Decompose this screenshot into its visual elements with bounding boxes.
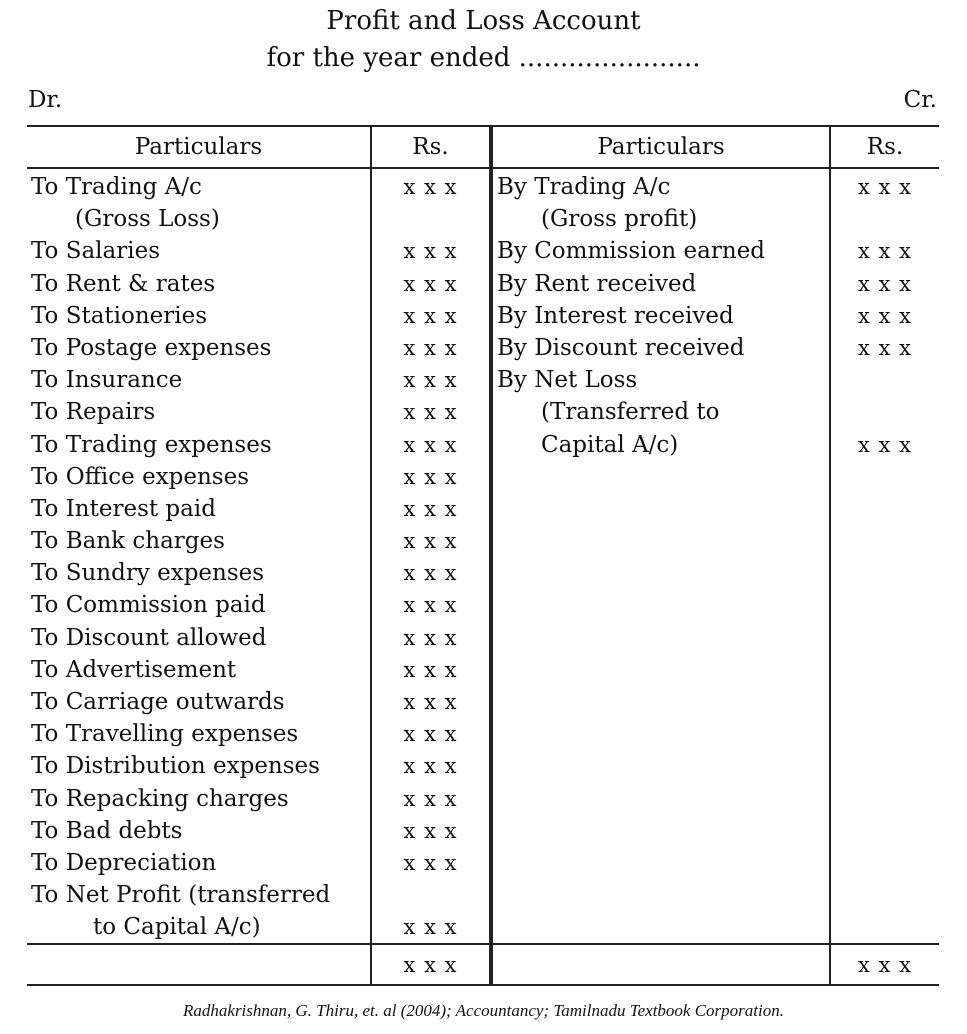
- debit-amount: x x x: [403, 400, 458, 425]
- debit-label: (Gross Loss): [75, 206, 220, 233]
- debit-row: [27, 815, 489, 847]
- debit-row: [27, 589, 489, 621]
- debit-row: [27, 235, 489, 267]
- debit-amount: x x x: [403, 464, 458, 489]
- credit-label: By Commission earned: [497, 238, 766, 265]
- debit-amount: x x x: [403, 271, 458, 296]
- credit-row: [493, 364, 939, 396]
- credit-amount: x x x: [858, 432, 912, 457]
- credit-entries: [493, 171, 939, 461]
- debit-row: [27, 911, 489, 943]
- credit-row: [493, 429, 939, 461]
- credit-row: [493, 396, 939, 428]
- debit-amount: x x x: [403, 593, 458, 618]
- credit-side-label: Cr.: [903, 87, 937, 113]
- credit-amount: x x x: [858, 175, 912, 199]
- debit-amount: x x x: [403, 657, 458, 682]
- credit-amount: x x x: [858, 271, 912, 296]
- debit-label: To Discount allowed: [31, 624, 267, 651]
- debit-label: To Repacking charges: [31, 785, 289, 812]
- debit-total: x x x: [403, 953, 458, 977]
- debit-amount: x x x: [403, 625, 458, 650]
- debit-row: [27, 300, 489, 332]
- debit-row: [27, 332, 489, 364]
- debit-row: [27, 557, 489, 589]
- header-debit-amount: Rs.: [412, 134, 449, 160]
- credit-label: By Discount received: [497, 334, 745, 361]
- debit-row: [27, 171, 489, 203]
- debit-label: To Trading A/c: [31, 174, 202, 200]
- debit-label: To Commission paid: [31, 592, 266, 619]
- debit-row: [27, 686, 489, 718]
- debit-label: To Bank charges: [31, 528, 225, 555]
- account-title: Profit and Loss Account: [326, 6, 641, 36]
- debit-row: [27, 396, 489, 428]
- debit-label: To Net Profit (transferred: [31, 882, 331, 909]
- credit-row: [493, 300, 939, 332]
- debit-amount: x x x: [403, 690, 458, 714]
- credit-row: [493, 203, 939, 235]
- debit-amount: x x x: [403, 496, 458, 521]
- credit-row: [493, 268, 939, 300]
- profit-loss-ledger: [27, 125, 939, 986]
- debit-label: To Advertisement: [31, 656, 237, 683]
- debit-amount: x x x: [403, 754, 458, 779]
- debit-label: To Trading expenses: [31, 431, 272, 458]
- debit-label: To Interest paid: [31, 495, 216, 522]
- credit-amount: x x x: [858, 303, 912, 328]
- credit-row: [493, 235, 939, 267]
- debit-row: [27, 203, 489, 235]
- credit-amount: x x x: [858, 335, 912, 360]
- debit-label: To Distribution expenses: [31, 753, 320, 780]
- credit-label: By Rent received: [497, 270, 697, 297]
- debit-amount: x x x: [403, 368, 458, 393]
- credit-label: By Trading A/c: [497, 174, 671, 200]
- debit-label: To Salaries: [31, 238, 161, 265]
- credit-label: By Interest received: [497, 302, 734, 329]
- debit-label: To Insurance: [31, 367, 183, 394]
- debit-amount: x x x: [403, 561, 458, 586]
- debit-row: [27, 879, 489, 911]
- debit-label: To Office expenses: [31, 463, 250, 490]
- account-period: for the year ended ......................: [266, 43, 701, 73]
- credit-row: [493, 171, 939, 203]
- credit-label: By Net Loss: [497, 367, 638, 394]
- debit-amount: x x x: [403, 915, 458, 940]
- debit-label: To Bad debts: [31, 817, 183, 844]
- credit-total: x x x: [858, 953, 912, 977]
- debit-amount: x x x: [403, 850, 458, 875]
- debit-row: [27, 461, 489, 493]
- header-credit-particulars: Particulars: [597, 134, 725, 160]
- credit-amount: x x x: [858, 239, 912, 264]
- debit-row: [27, 847, 489, 879]
- debit-row: [27, 493, 489, 525]
- debit-label: To Carriage outwards: [31, 689, 285, 715]
- debit-row: [27, 429, 489, 461]
- credit-label: (Gross profit): [541, 206, 698, 233]
- debit-label: To Sundry expenses: [31, 560, 265, 587]
- debit-amount: x x x: [403, 722, 458, 747]
- debit-row: [27, 364, 489, 396]
- debit-side-label: Dr.: [28, 87, 63, 113]
- header-rule: [27, 167, 939, 169]
- debit-row: [27, 525, 489, 557]
- debit-row: [27, 622, 489, 654]
- debit-amount: x x x: [403, 335, 458, 360]
- header-credit-amount: Rs.: [866, 134, 904, 160]
- credit-label: Capital A/c): [541, 431, 679, 458]
- header-debit-particulars: Particulars: [134, 134, 263, 160]
- debit-amount: x x x: [403, 786, 458, 811]
- debit-amount: x x x: [403, 175, 458, 199]
- debit-label: To Repairs: [31, 399, 156, 426]
- debit-amount: x x x: [403, 303, 458, 328]
- debit-row: [27, 783, 489, 815]
- debit-amount: x x x: [403, 529, 458, 554]
- debit-entries: [27, 171, 489, 944]
- debit-label: To Depreciation: [31, 849, 217, 876]
- debit-label: To Stationeries: [31, 302, 208, 329]
- debit-row: [27, 718, 489, 750]
- credit-row: [493, 332, 939, 364]
- source-caption: Radhakrishnan, G. Thiru, et. al (2004); Accountancy; Tamilnadu Textbook Corporation.: [183, 1001, 784, 1020]
- credit-label: (Transferred to: [541, 399, 720, 426]
- debit-row: [27, 750, 489, 782]
- debit-label: To Rent & rates: [31, 270, 216, 297]
- debit-amount: x x x: [403, 432, 458, 457]
- debit-label: To Postage expenses: [31, 334, 272, 361]
- debit-amount: x x x: [403, 818, 458, 843]
- debit-row: [27, 268, 489, 300]
- debit-row: [27, 654, 489, 686]
- debit-label: to Capital A/c): [93, 914, 261, 941]
- debit-amount: x x x: [403, 239, 458, 264]
- debit-label: To Travelling expenses: [31, 721, 299, 748]
